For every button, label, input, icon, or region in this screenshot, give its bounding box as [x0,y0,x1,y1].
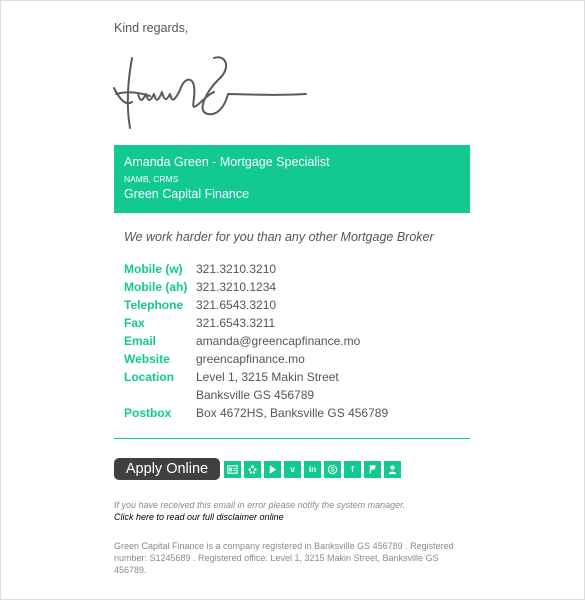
contact-label: Postbox [124,406,172,420]
website-link[interactable]: greencapfinance.mo [196,352,305,366]
skype-icon[interactable] [324,461,341,478]
contact-label: Email [124,334,157,348]
tagline: We work harder for you than any other Mortgage Broker [124,230,434,244]
yelp-icon[interactable] [244,461,261,478]
foursquare-icon[interactable] [364,461,381,478]
handwritten-signature [110,50,310,132]
closing-text: Kind regards, [114,21,189,35]
error-notice: If you have received this email in error please notify the system manager. [114,500,406,510]
google-play-icon[interactable] [264,461,281,478]
divider [114,438,470,439]
contact-value: Banksville GS 456789 [196,388,315,402]
email-link[interactable]: amanda@greencapfinance.mo [196,334,361,348]
linkedin-icon[interactable]: in [304,461,321,478]
contact-label: Mobile (ah) [124,280,188,294]
profile-icon[interactable] [384,461,401,478]
contact-label: Website [124,352,170,366]
company-name: Green Capital Finance [124,187,250,201]
contact-label: Location [124,370,174,384]
contact-value: 321.6543.3211 [196,316,276,330]
disclaimer-link[interactable]: Click here to read our full disclaimer online [114,512,284,522]
credentials: NAMB, CRMS [124,174,179,184]
facebook-icon[interactable]: f [344,461,361,478]
contact-value: Box 4672HS, Banksville GS 456789 [196,406,389,420]
apply-online-button[interactable]: Apply Online [114,458,220,480]
contact-label: Fax [124,316,145,330]
vimeo-icon[interactable]: v [284,461,301,478]
contact-value[interactable]: 321.6543.3210 [196,298,277,312]
legal-text: Green Capital Finance is a company registered in Banksville GS 456789 . Registered number: S1245689 . Registered office: Level 1, 3215 Makin Street, Banksville GS 456789. [114,541,454,575]
contact-value[interactable]: 321.3210.1234 [196,280,277,294]
social-icons [224,461,401,478]
contact-label: Telephone [124,298,184,312]
signature-banner [114,145,470,213]
contact-card-icon[interactable] [224,461,241,478]
svg-text:S: S [330,467,335,474]
contact-label: Mobile (w) [124,262,183,276]
contact-value[interactable]: 321.3210.3210 [196,262,277,276]
name-title: Amanda Green - Mortgage Specialist [124,155,330,169]
contact-value: Level 1, 3215 Makin Street [196,370,339,384]
